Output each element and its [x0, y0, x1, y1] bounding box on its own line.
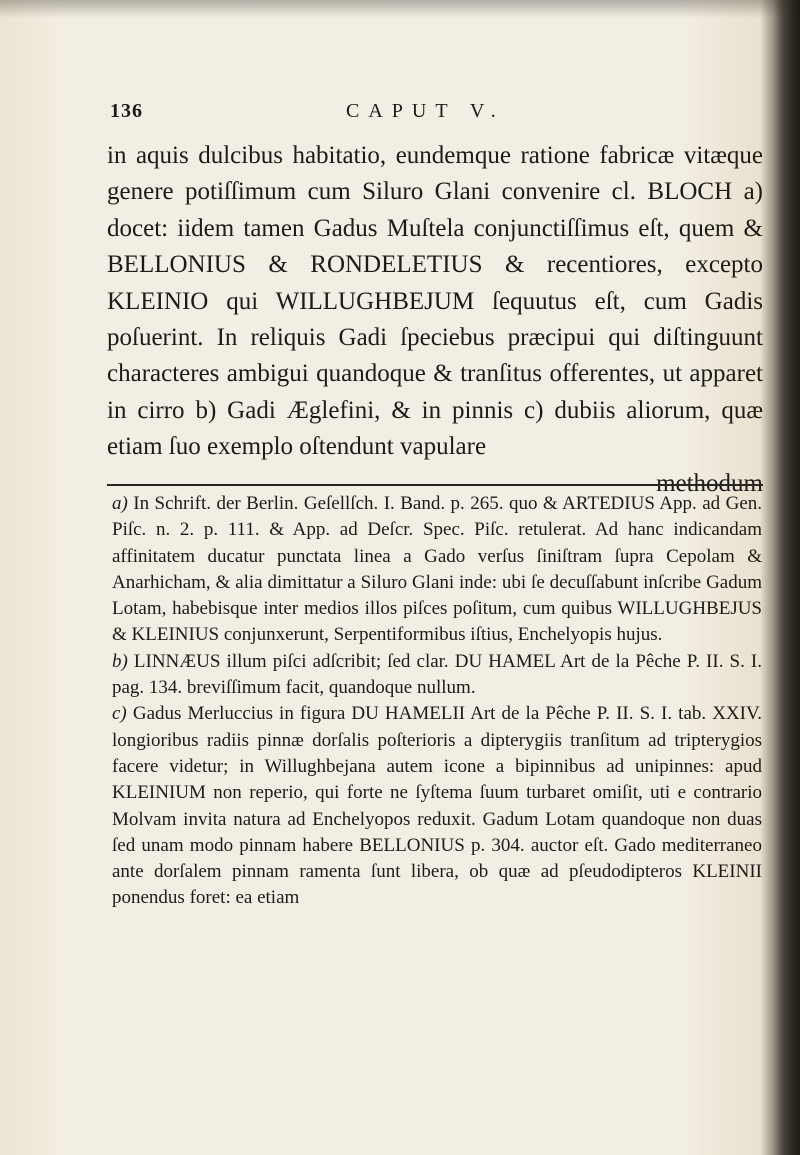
footnote-c — [112, 701, 762, 911]
scan-top-shadow — [0, 0, 800, 18]
page-number: 136 — [110, 100, 143, 122]
scan-edge-shadow — [774, 0, 800, 1155]
main-text — [107, 138, 763, 502]
running-head: CAPUT V. — [346, 100, 505, 122]
footnote-text: In Schrift. der Berlin. Geſellſch. I. Band. p. 265. quo & ARTEDIUS App. ad Gen. Piſc. n. 2. p. 111. & App. ad Deſcr. Spec. Piſc. retulerat. Ad hanc indicandam affinitatem ducatur punctata linea a Gado verſus ſiniſtram ſupra Cepolam & Anarhicham, & alia dimittatur a Siluro Glani inde: ubi ſe decuſſabunt inſcribe Gadum Lotam, habebisque inter medios illos piſces poſitum, cum quibus WILLUGHBEJUS & KLEINIUS conjunxerunt, Serpentiformibus iſtius, Enchelyopis hujus. — [112, 493, 762, 646]
footnote-label: b) — [112, 650, 128, 672]
footnote-text: LINNÆUS illum piſci adſcribit; ſed clar. DU HAMEL Art de la Pêche P. II. S. I. pag. 134. breviſſimum facit, quandoque nullum. — [112, 650, 762, 699]
footnote-label: a) — [112, 493, 128, 514]
footnotes — [112, 491, 762, 912]
footnote-label: c) — [112, 703, 127, 725]
footnote-b — [112, 649, 762, 702]
footnote-a — [112, 491, 762, 649]
catchword: methodum — [656, 469, 763, 497]
page-header — [110, 96, 750, 130]
footnote-rule — [107, 484, 763, 486]
body-paragraph: in aquis dulcibus habitatio, eundemque ratione fabricæ vitæque genere potiſſimum cum Siluro Glani convenire cl. BLOCH a) docet: iidem tamen Gadus Muſtela conjunctiſſimus eſt, quem & BELLONIUS & RONDELETIUS & recentiores, excepto KLEINIO qui WILLUGHBEJUM ſequutus eſt, cum Gadis poſuerint. In reliquis Gadi ſpeciebus præcipui qui diſtinguunt characteres ambigui quandoque & tranſitus offerentes, ut apparet in cirro b) Gadi Æglefini, & in pinnis c) dubiis aliorum, quæ etiam ſuo exemplo oſtendunt vapulare — [107, 142, 763, 461]
footnote-text: Gadus Merluccius in figura DU HAMELII Art de la Pêche P. II. S. I. tab. XXIV. longioribus radiis pinnæ dorſalis poſterioris a dipterygiis tranſitum ad tripterygios facere videtur; in Willughbejana autem icone a bipinnibus ad unipinnes: apud KLEINIUM non reperio, qui forte ne ſyſtema ſuum turbaret omiſit, uti e contrario Molvam invita natura ad Enchelyopos reduxit. Gadum Lotam quandoque non duas ſed unam modo pinnam habere BELLONIUS p. 304. auctor eſt. Gado mediterraneo ante dorſalem pinnam ramenta ſunt libera, ob quæ ad pſeudodipteros KLEINII ponendus foret: ea etiam — [112, 703, 762, 909]
